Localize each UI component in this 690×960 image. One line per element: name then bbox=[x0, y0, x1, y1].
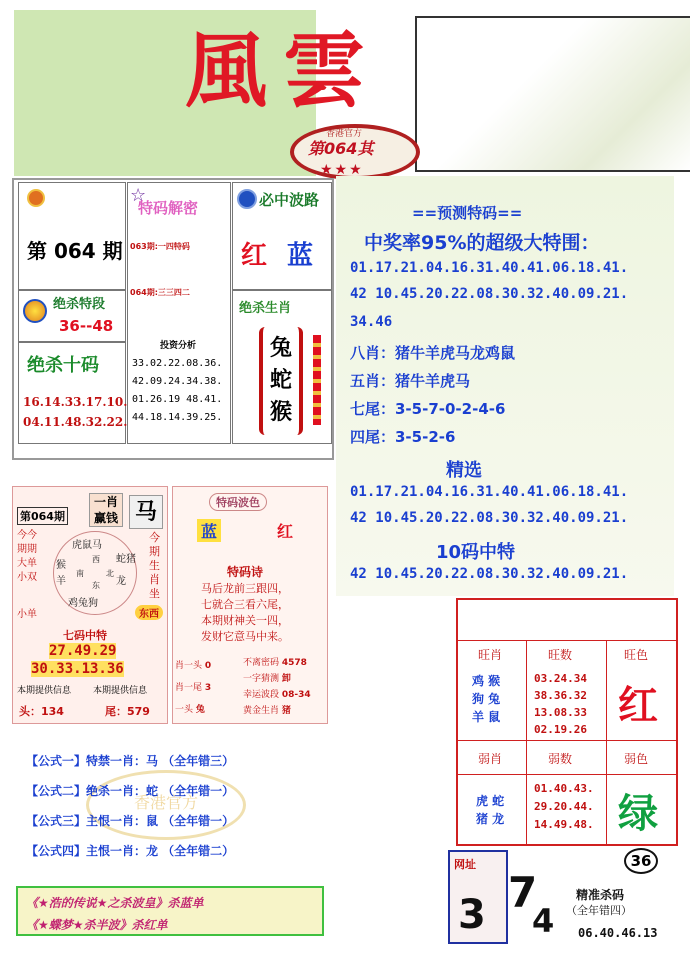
poem-line: 马后龙前三跟四， bbox=[201, 582, 289, 595]
jiema-row: 42.09.24.34.38. bbox=[132, 376, 223, 387]
t-left-value: 3 bbox=[204, 683, 212, 693]
shengxiao-animal: 兔 bbox=[269, 336, 292, 361]
t-right-value: 4578 bbox=[281, 658, 307, 668]
yixiao-value: 马 bbox=[129, 495, 163, 529]
wheel-text: 龙 bbox=[116, 576, 126, 587]
pred-jingxuan: 精选 bbox=[446, 460, 482, 481]
left-word: 期期 bbox=[17, 544, 37, 555]
formula-row: 【公式四】主恨一肖：龙 （全年错二） bbox=[26, 844, 235, 858]
t-right-value: 猪 bbox=[281, 706, 291, 716]
shama-panel bbox=[448, 846, 680, 950]
url-box bbox=[448, 850, 508, 944]
t-right-value: 08-34 bbox=[281, 690, 311, 700]
t-left-label: 肖一头 bbox=[175, 661, 203, 671]
poem-lines bbox=[201, 581, 289, 645]
rs-item: 29.20.44. bbox=[534, 800, 594, 813]
pred-numbers-1: 01.17.21.04.16.31.40.41.06.18.41. bbox=[350, 260, 629, 276]
left-word: 今今 bbox=[17, 530, 37, 541]
stars-icon: ★★★ bbox=[320, 162, 364, 178]
issue-badge bbox=[290, 124, 420, 180]
duan-value: 36--48 bbox=[59, 317, 114, 335]
wang-color: 红 bbox=[618, 683, 658, 729]
issue-badge-top: 香港官方 bbox=[326, 129, 363, 139]
midleft-issue: 第064期 bbox=[17, 507, 68, 525]
jiema-row: 44.18.14.39.25. bbox=[132, 412, 223, 423]
jiema-row: 01.26.19 48.41. bbox=[132, 394, 223, 405]
formula-row: 【公式三】主恨一肖：鼠 （全年错一） bbox=[26, 814, 235, 828]
bose-blue: 蓝 bbox=[197, 519, 221, 542]
shima-line2: 04.11.48.32.22. bbox=[23, 415, 128, 429]
rx-item: 猪 龙 bbox=[476, 812, 505, 826]
wheel-text: 猴 bbox=[56, 560, 66, 571]
shengxiao-animal: 猴 bbox=[269, 400, 292, 425]
sha-digit: 3 bbox=[458, 892, 486, 938]
shengxiao-cell bbox=[232, 290, 332, 444]
shima-title: 绝杀十码 bbox=[27, 355, 99, 376]
ws-list bbox=[534, 670, 587, 738]
wheel-text: 蛇猪 bbox=[116, 554, 136, 565]
pred-jx-numbers-1: 01.17.21.04.16.31.40.41.06.18.41. bbox=[350, 484, 629, 500]
ws-item: 38.36.32 bbox=[534, 689, 587, 702]
issue-badge-text: 第064其 bbox=[308, 139, 374, 158]
qima-line2: 30.33.13.36 bbox=[31, 661, 124, 677]
shengxiao-animal: 蛇 bbox=[269, 368, 292, 393]
tou-label: 头：134 bbox=[19, 705, 64, 718]
wx-head: 旺肖 bbox=[478, 648, 503, 662]
t-left-value: 0 bbox=[204, 661, 212, 671]
pred-eight-xiao: 八肖：猪牛羊虎马龙鸡鼠 bbox=[350, 344, 516, 362]
ws-head: 旺数 bbox=[548, 648, 573, 662]
pred-subtitle: 中奖率95%的超级大特围： bbox=[364, 232, 600, 254]
pred-title: ==预测特码== bbox=[412, 204, 523, 222]
rs-item: 01.40.43. bbox=[534, 782, 594, 795]
shima-cell bbox=[18, 342, 126, 444]
wangruo-table bbox=[456, 598, 678, 846]
legend-panel bbox=[16, 886, 324, 936]
sha-digit: 7 bbox=[508, 868, 538, 917]
legend-row: 《★蝶梦★杀半波》杀红单 bbox=[26, 918, 168, 932]
wave-badge-icon bbox=[237, 189, 257, 209]
pred-ten-title: 10码中特 bbox=[436, 542, 516, 563]
wx-item: 鸡 猴 bbox=[472, 674, 501, 688]
left-word: 小双 bbox=[17, 572, 37, 583]
sha-numbers: 06.40.46.13 bbox=[578, 926, 658, 940]
formula-row: 【公式二】绝杀一肖：蛇 （全年错一） bbox=[26, 784, 235, 798]
t-left-value: 兔 bbox=[195, 705, 205, 715]
wave-cell bbox=[232, 182, 332, 290]
ws-item: 13.08.33 bbox=[534, 706, 587, 719]
poem-line: 本期财神关一四， bbox=[201, 614, 289, 627]
t-left-label: 肖一尾 bbox=[175, 683, 203, 693]
wave-red: 红 bbox=[241, 241, 268, 271]
wheel-text: 东 bbox=[92, 581, 100, 590]
wave-title: 必中波路 bbox=[259, 191, 320, 209]
rx-list bbox=[476, 792, 504, 828]
header-blank-box bbox=[415, 16, 690, 172]
shima-line1: 16.14.33.17.10. bbox=[23, 395, 128, 409]
rx-head: 弱肖 bbox=[478, 752, 503, 766]
jiema-sub-title: 投资分析 bbox=[160, 341, 197, 351]
wheel-text: 鸡兔狗 bbox=[68, 598, 98, 609]
ruo-color: 绿 bbox=[618, 791, 658, 837]
wheel-text: 虎鼠马 bbox=[72, 540, 102, 551]
t-right-label: 幸运波段 bbox=[243, 690, 280, 700]
star-outline-icon: ☆ bbox=[130, 185, 147, 206]
watermark-seal: 香港官方 bbox=[86, 770, 246, 840]
t-right-value: 卸 bbox=[281, 674, 291, 684]
left-word: 大单 bbox=[17, 558, 37, 569]
pred-jx-numbers-2: 42 10.45.20.22.08.30.32.40.09.21. bbox=[350, 510, 629, 526]
xiaodan-label: 小单 bbox=[17, 609, 37, 620]
jiema-rows bbox=[132, 355, 222, 427]
rx-item: 虎 蛇 bbox=[476, 794, 505, 808]
jiema-title: 特码解密 bbox=[138, 199, 199, 217]
rs-list bbox=[534, 780, 594, 834]
formula-panel bbox=[16, 742, 332, 878]
jiema-line2: 064期:三三四二 bbox=[130, 288, 190, 297]
left-words bbox=[17, 529, 37, 585]
right-word: 期 bbox=[149, 545, 160, 558]
info-grid bbox=[12, 178, 334, 460]
wave-blue: 蓝 bbox=[287, 241, 314, 271]
prediction-panel bbox=[336, 176, 674, 596]
poem-title: 特码诗 bbox=[227, 565, 264, 579]
bose-panel bbox=[172, 486, 328, 724]
sha-sub: （全年错四） bbox=[566, 904, 632, 917]
poem-line: 七就合三看六尾， bbox=[201, 598, 289, 611]
logo-title: 風雲 bbox=[185, 23, 382, 119]
bose-red: 红 bbox=[277, 522, 294, 541]
right-word: 生 bbox=[149, 559, 160, 572]
wx-list bbox=[472, 672, 500, 726]
tail-left bbox=[175, 655, 237, 721]
pred-five-xiao: 五肖：猪牛羊虎马 bbox=[350, 372, 471, 390]
t-left-label: 一头 bbox=[175, 705, 194, 715]
url-label: 网址 bbox=[454, 858, 476, 871]
issue-number: 第 064 期 bbox=[27, 239, 123, 263]
qima-title: 七码中特 bbox=[63, 629, 107, 642]
wheel-text: 羊 bbox=[56, 576, 66, 587]
bose-title: 特码波色 bbox=[209, 493, 267, 511]
right-words bbox=[149, 531, 160, 601]
rs-item: 14.49.48. bbox=[534, 818, 594, 831]
sha-title: 精准杀码 bbox=[576, 888, 625, 902]
rc-head: 弱色 bbox=[624, 752, 649, 766]
shengxiao-scroll bbox=[259, 327, 303, 435]
wheel-text: 西 bbox=[92, 555, 100, 564]
tail-right bbox=[243, 655, 329, 719]
pred-numbers-2: 42 10.45.20.22.08.30.32.40.09.21. bbox=[350, 286, 629, 302]
lantern-icon bbox=[313, 335, 321, 425]
yixiao-label: 一肖赢钱 bbox=[89, 493, 123, 527]
pred-numbers-3: 34.46 bbox=[350, 314, 393, 330]
rs-head: 弱数 bbox=[548, 752, 573, 766]
yinyang-icon bbox=[23, 299, 47, 323]
right-word: 今 bbox=[149, 531, 160, 544]
info-label-2: 本期提供信息 bbox=[93, 686, 148, 696]
duan-cell bbox=[18, 290, 126, 342]
dongxi-badge: 东西 bbox=[135, 605, 163, 620]
poem-line: 发财它意马中来。 bbox=[201, 630, 289, 643]
wx-item: 狗 兔 bbox=[472, 692, 501, 706]
sha-36: 36 bbox=[624, 848, 658, 874]
pred-seven-tail: 七尾：3-5-7-0-2-4-6 bbox=[350, 400, 506, 418]
yixiao-panel bbox=[12, 486, 168, 724]
wx-item: 羊 鼠 bbox=[472, 710, 501, 724]
wei-label: 尾：579 bbox=[105, 705, 150, 718]
legend-row: 《★浩的传说★之杀波皇》杀蓝单 bbox=[26, 896, 204, 910]
wheel-text: 北 bbox=[106, 569, 114, 578]
formula-row: 【公式一】特禁一肖：马 （全年错三） bbox=[26, 754, 235, 768]
issue-cell bbox=[18, 182, 126, 290]
ws-item: 02.19.26 bbox=[534, 723, 587, 736]
pred-four-tail: 四尾：3-5-2-6 bbox=[350, 428, 456, 446]
zodiac-wheel bbox=[53, 531, 137, 615]
right-word: 肖 bbox=[149, 573, 160, 586]
jiema-row: 33.02.22.08.36. bbox=[132, 358, 223, 369]
right-word: 坐 bbox=[149, 587, 160, 600]
info-label-1: 本期提供信息 bbox=[17, 686, 72, 696]
spacer bbox=[12, 462, 334, 484]
duan-title: 绝杀特段 bbox=[53, 297, 106, 312]
wc-head: 旺色 bbox=[624, 648, 649, 662]
jiema-line1: 063期:一四特码 bbox=[130, 242, 190, 251]
t-right-label: 一字猜测 bbox=[243, 674, 280, 684]
shengxiao-title: 绝杀生肖 bbox=[239, 301, 292, 316]
qima-line1: 27.49.29 bbox=[49, 643, 117, 659]
jiema-cell bbox=[127, 182, 231, 444]
t-right-label: 不离密码 bbox=[243, 658, 280, 668]
coin-icon bbox=[27, 189, 45, 207]
pred-ten-numbers: 42 10.45.20.22.08.30.32.40.09.21. bbox=[350, 566, 629, 582]
wheel-text: 南 bbox=[76, 569, 84, 578]
sha-digit: 4 bbox=[532, 902, 555, 940]
ws-item: 03.24.34 bbox=[534, 672, 587, 685]
t-right-label: 黄金生肖 bbox=[243, 706, 280, 716]
